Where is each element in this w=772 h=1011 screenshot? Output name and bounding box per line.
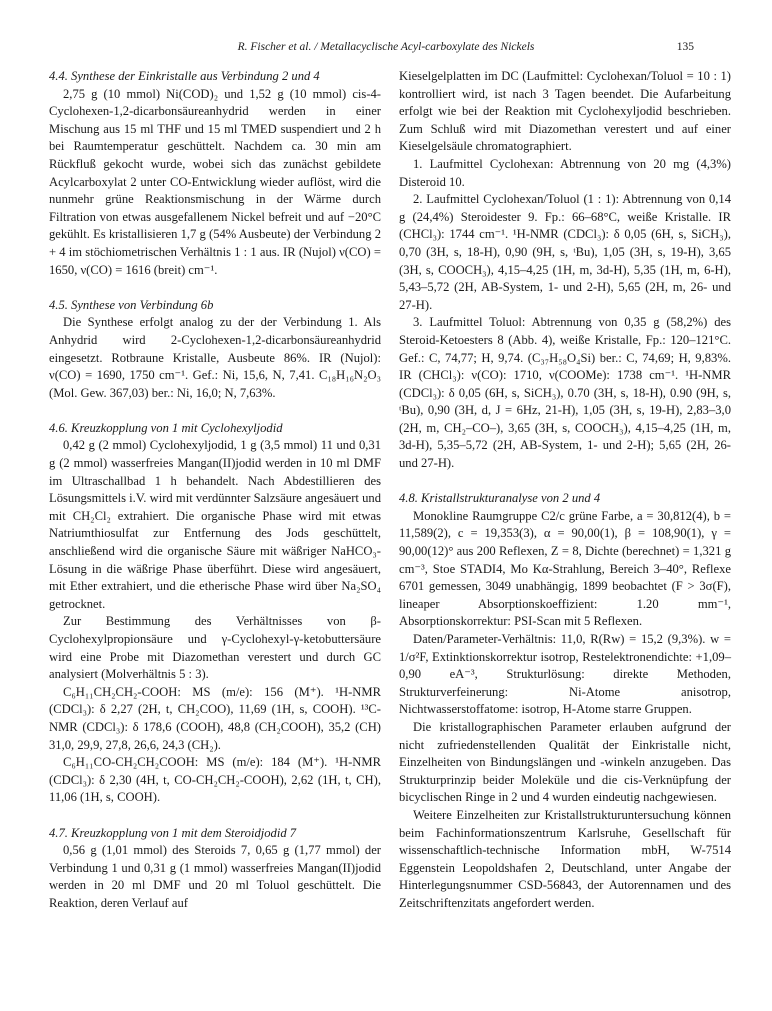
paragraph: Weitere Einzelheiten zur Kristallstrukturuntersuchung können beim Fachinformationszentrum Karlsruhe, Gesellschaft für wissenschaftlich-technische Information mbH, W-7514 Eggenstein Leopoldshafen 2, Deutschland, unter Angabe der Hinterlegungsnummer CSD-56843, der Autorennamen und des Zeitschriftenzitats angefordert werden. [399,807,731,910]
left-column [49,68,381,913]
section-heading-4-5: 4.5. Synthese von Verbindung 6b [49,297,214,312]
paragraph: Die Synthese erfolgt analog zu der der Verbindung 1. Als Anhydrid wird 2-Cyclohexen-1,2-dicarbonsäureanhydrid eingesetzt. Rotbraune Kristalle, Ausbeute 86%. IR (Nujol): ν(CO) = 1690, 1750 cm⁻¹. Gef.: Ni, 15,6, N, 7,41. C₁₈H₁₆N₂O₃ (Mol. Gew. 367,03) ber.: Ni, 16,0; N, 7,63%. [49,315,381,400]
paragraph: Kieselgelplatten im DC (Laufmittel: Cyclohexan/Toluol = 10 : 1) kontrolliert wird, ist nach 3 Tagen beendet. Die Aufarbeitung erfolgt wie bei der Reaktion mit Cyclohexyljodid beschrieben. Zum Schluß wird mit Diazomethan verestert und auf einer Kieselgelsäule chromatographiert. [399,69,731,154]
paragraph: 3. Laufmittel Toluol: Abtrennung von 0,35 g (58,2%) des Steroid-Ketoesters 8 (Abb. 4), weiße Kristalle, Fp.: 120–121°C. Gef.: C, 74,77; H, 9,74. (C₃₇H₅₈O₄Si) ber.: C, 74,69; H, 9,83%. IR (CHCl₃): ν(CO): 1710, ν(COOMe): 1738 cm⁻¹. ¹H-NMR (CDCl₃): δ 0,05 (6H, s, SiCH₃), 0.70 (3H, s, 18-H), 0.90 (9H, s, ᵗBu), 0,90 (3H, d, J = 6Hz, 21-H), 1,05 (3H, s, 19-H), 2,83–3,0 (2H, m, CH₂–CO–), 3,65 (3H, s, COOCH₃), 4,15–4,25 (1H, m, 3d-H), 5,35–5,72 (2H, AB-System, 1- und 2-H); 5,65 (2H, 26- und 27-H). [399,315,731,471]
paragraph: 0,56 g (1,01 mmol) des Steroids 7, 0,65 g (1,77 mmol) der Verbindung 1 und 0,31 g (1 mmol) wasserfreies Mangan(II)jodid werden in 20 ml DMF und 20 ml Toluol geschüttelt. Die Reaktion, deren Verlauf auf [49,843,381,910]
paragraph: C₆H₁₁CO-CH₂CH₂COOH: MS (m/e): 184 (M⁺). ¹H-NMR (CDCl₃): δ 2,30 (4H, t, CO-CH₂CH₂-COOH), 2,62 (1H, t, CH), 11,06 (1H, s, COOH). [49,755,381,805]
section-heading-4-4: 4.4. Synthese der Einkristalle aus Verbindung 2 und 4 [49,69,320,83]
right-column [399,68,731,913]
section-heading-4-8: 4.8. Kristallstrukturanalyse von 2 und 4 [399,491,601,506]
running-title: R. Fischer et al. / Metallacyclische Acyl-carboxylate des Nickels [237,41,535,53]
paragraph: Daten/Parameter-Verhältnis: 11,0, R(Rw) = 15,2 (9,3%). w = 1/σ²F, Extinktionskorrektur isotrop, Restelektronendichte: +1,09–0,90 eA⁻³, Strukturlösung: direkte Methoden, Strukturverfeinerung: Ni-Atome anisotrop, Nichtwasserstoffatome: isotrop, H-Atome starre Gruppen. [399,632,731,717]
paragraph: 2. Laufmittel Cyclohexan/Toluol (1 : 1): Abtrennung von 0,14 g (24,4%) Steroidester 9. Fp.: 66–68°C, weiße Kristalle. IR (CHCl₃): 1744 cm⁻¹. ¹H-NMR (CDCl₃): δ 0,05 (6H, s, SiCH₃), 0,70 (3H, s, 18-H), 0,90 (9H, s, ᵗBu), 1,05 (3H, s, 19-H), 3,65 (3H, s, COOCH₃), 4,15–4,25 (1H, m, 3d-H), 5,35 (1H, m, 6-H), 5,43–5,72 (2H, AB-System, 1- und 2-H), 5,65 (2H, m, 26- und 27-H). [399,192,731,312]
section-heading-4-6: 4.6. Kreuzkopplung von 1 mit Cyclohexyljodid [49,420,283,435]
section-heading-4-7: 4.7. Kreuzkopplung von 1 mit dem Steroidjodid 7 [49,825,297,840]
paragraph: Zur Bestimmung des Verhältnisses von β-Cyclohexylpropionsäure und γ-Cyclohexyl-γ-ketobuttersäure wird eine Probe mit Diazomethan verestert und durch GC analysiert (Molverhältnis 5 : 3). [49,614,381,682]
paragraph: Die kristallographischen Parameter erlauben aufgrund der nicht zufriedenstellenden Qualität der Einkristalle nicht, Einzelheiten von Bindungslängen und -winkeln anzugeben. Das Strukturprinzip beider Moleküle und die cis-Verknüpfung der bicyclischen Ringe in 2 und 4 wurden eindeutig nachgewiesen. [399,719,731,805]
paragraph: 1. Laufmittel Cyclohexan: Abtrennung von 20 mg (4,3%) Disteroid 10. [399,156,731,189]
paragraph: C₆H₁₁CH₂CH₂-COOH: MS (m/e): 156 (M⁺). ¹H-NMR (CDCl₃): δ 2,27 (2H, t, CH₂COO), 11,69 (1H, s, COOH). ¹³C-NMR (CDCl₃): δ 178,6 (COOH), 48,8 (CH₂COOH), 35,2 (CH) 31,0, 29,9, 27,8, 26,6, 24,3 (CH₂). [49,684,381,752]
paragraph: 0,42 g (2 mmol) Cyclohexyljodid, 1 g (3,5 mmol) 11 und 0,31 g (2 mmol) wasserfreies Mangan(II)jodid werden in 10 ml DMF im Ultraschallbad 1 h behandelt. Nach Abdestillieren des Lösungsmittels i.V. wird mit verdünnter Salzsäure angesäuert und mit CH₂Cl₂ extrahiert. Die organische Phase wird mit etwas Natriumthiosulfat zur Entfernung des Jods geschüttelt, anschließend wird die organische Säure mit wäßriger NaHCO₃-Lösung in die wäßrige Phase überführt. Diese wird angesäuert, mit Ether extrahiert, und die etherische Phase wird über Na₂SO₄ getrocknet. [49,438,381,611]
page-number: 135 [676,41,694,53]
paragraph: Monokline Raumgruppe C2/c grüne Farbe, a = 30,812(4), b = 11,589(2), c = 19,353(3), α = 90,00(1), β = 108,90(1), γ = 90,00(12)° aus 200 Reflexen, Z = 8, Dichte (berechnet) = 1,321 g cm⁻³, Stoe STADI4, Mo Kα-Strahlung, Bereich 3–40°, Reflexe 6701 gemessen, 3049 unabhängig, 1899 beobachtet (F > 3σ(F), lineарer Absorptionskoeffizient: 1.20 mm⁻¹, Absorptionskorrektur: PSI-Scan mit 5 Reflexen. [399,508,731,629]
paragraph: 2,75 g (10 mmol) Ni(COD)₂ und 1,52 g (10 mmol) cis-4-Cyclohexen-1,2-dicarbonsäureanhydrid werden in einer Mischung aus 15 ml THF und 15 ml TMED suspendiert und 2 h bei Raumtemperatur geschüttelt. Nachdem ca. 30 min am Rückfluß gekocht wurde, wobei sich das zunächst gebildete Acylcarboxylat 2 unter CO-Entwicklung wieder auflöst, wird die nunmehr grüne Reaktionsmischung in der Wärme durch Filtration von etwas ausgefallenem Nickel befreit und auf −20°C gekühlt. Es kristallisieren 1,7 g (54% Ausbeute) der Verbindung 2 + 4 im stöchiometrischen Verhältnis 1 : 1 aus. IR (Nujol) ν(CO) = 1650, ν(CO) = 1616 (breit) cm⁻¹. [49,86,381,277]
